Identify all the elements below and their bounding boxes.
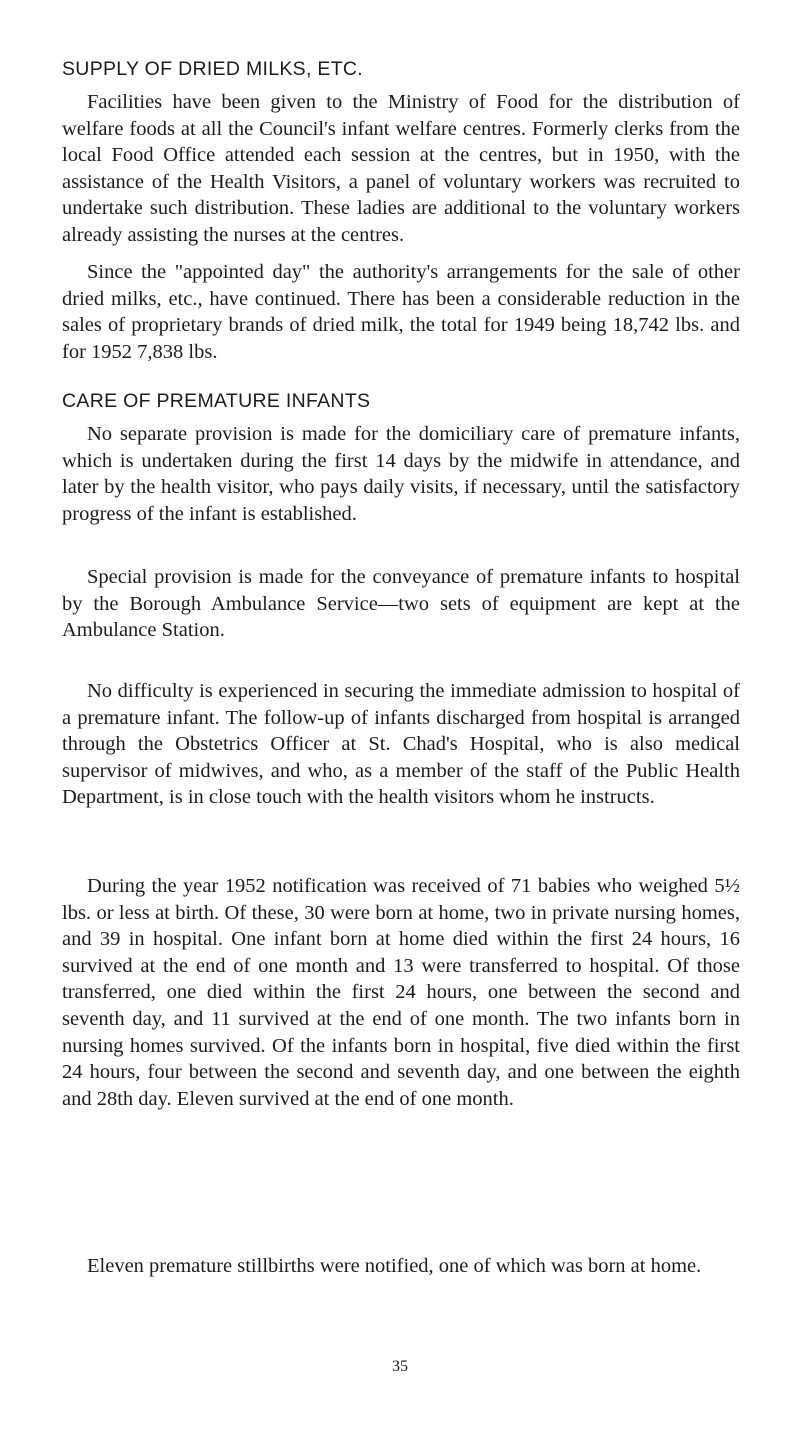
paragraph-hospital-admission: No difficulty is experienced in securing the immediate admission to hospital of a premature infant. The follow-up of infants discharged from hospital is arranged through the Obstetrics Officer at St. Chad's Hospital, who is also medical supervisor of midwives, and who, as a member of the staff of the Public Health Department, is in close touch with the health visitors whom he instructs. (62, 680, 740, 809)
paragraph-domiciliary-care: No separate provision is made for the domiciliary care of premature infants, which is undertaken during the first 14 days by the midwife in attendance, and later by the health visitor, who pays daily visits, if necessary, until the satisfactory progress of the infant is established. (62, 423, 740, 525)
paragraph-premature-stillbirths: Eleven premature stillbirths were notified, one of which was born at home. (87, 1255, 702, 1277)
paragraph-ambulance-conveyance: Special provision is made for the conveyance of premature infants to hospital by the Borough Ambulance Service—two sets of equipment are kept at the Ambulance Station. (62, 566, 740, 642)
paragraph-notification-statistics: During the year 1952 notification was received of 71 babies who weighed 5½ lbs. or less at birth. Of these, 30 were born at home, two in private nursing homes, and 39 in hospital. One infant born at home died within the first 24 hours, 16 survived at the end of one month and 13 were transferred to hospital. Of those transferred, one died within the first 24 hours, one between the second and seventh day, and 11 survived at the end of one month. The two infants born in nursing homes survived. Of the infants born in hospital, five died within the first 24 hours, four between the second and seventh day, and one between the eighth and 28th day. Eleven survived at the end of one month. (62, 875, 740, 1110)
page-number: 35 (392, 1358, 408, 1375)
section-heading-dried-milks: SUPPLY OF DRIED MILKS, ETC. (62, 58, 364, 80)
paragraph-welfare-foods-distribution: Facilities have been given to the Ministry of Food for the distribution of welfare foods at all the Council's infant welfare centres. Formerly clerks from the local Food Office attended each session at the centres, but in 1950, with the assistance of the Health Visitors, a panel of voluntary workers was recruited to undertake such distribution. These ladies are additional to the voluntary workers already assisting the nurses at the centres. (62, 91, 740, 246)
paragraph-dried-milk-sales: Since the "appointed day" the authority's arrangements for the sale of other dried milks, etc., have continued. There has been a considerable reduction in the sales of proprietary brands of dried milk, the total for 1949 being 18,742 lbs. and for 1952 7,838 lbs. (62, 261, 740, 363)
section-heading-premature-infants: CARE OF PREMATURE INFANTS (62, 390, 371, 412)
